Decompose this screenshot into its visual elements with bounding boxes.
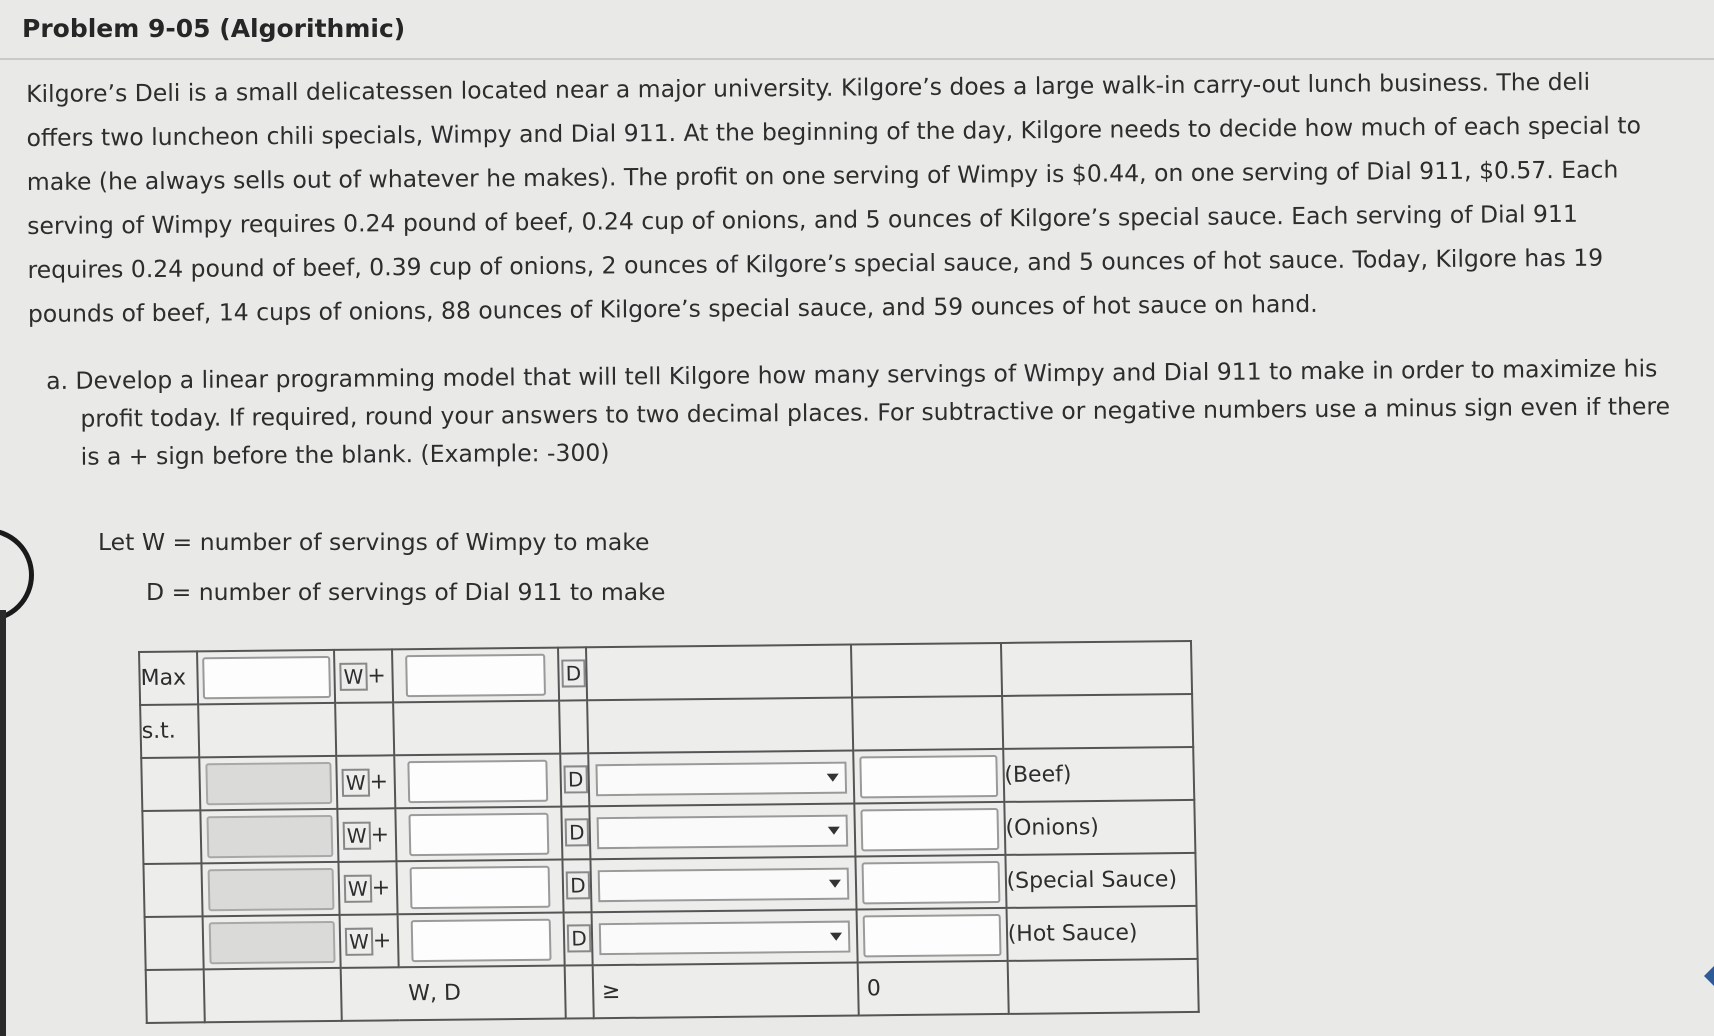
intro-line: Kilgore’s Deli is a small delicatessen located near a major university. Kilgore’s does a large walk-in carry-out lunch business. The deli: [26, 67, 1591, 108]
hot-sauce-w-coefficient-input[interactable]: [208, 920, 335, 963]
chevron-down-icon: [826, 773, 838, 781]
intro-line: offers two luncheon chili specials, Wimpy and Dial 911. At the beginning of the day, Kilgore needs to decide how much of each special to: [26, 111, 1642, 152]
hot-sauce-relation-select[interactable]: [598, 920, 850, 955]
constraint-name-beef: (Beef): [1003, 747, 1194, 802]
beef-d-coefficient-input[interactable]: [408, 759, 549, 802]
lp-model-grid: [138, 640, 1199, 1024]
w-variable-label: W: [341, 768, 369, 796]
problem-description: [26, 59, 1698, 336]
nonnegativity-row: [146, 959, 1199, 1023]
question-a-text: a. Develop a linear programming model that will tell Kilgore how many servings of Wimpy and Dial 911 to make in order to maximize his profit today. If required, round your answers to two decimal places. For subtractive or negative numbers use a minus sign even if there is a + sign before the blank. (Example: -300): [46, 354, 1671, 471]
special-sauce-w-coefficient-input[interactable]: [207, 867, 334, 910]
onions-d-coefficient-input[interactable]: [409, 812, 550, 855]
empty-cell: [1001, 641, 1192, 696]
chevron-down-icon: [829, 879, 841, 887]
onions-rhs-input[interactable]: [860, 808, 999, 851]
st-label: s.t.: [140, 704, 199, 758]
constraint-name-hot-sauce: (Hot Sauce): [1006, 906, 1197, 961]
hot-sauce-rhs-input[interactable]: [862, 913, 1001, 956]
plus-sign: +: [372, 928, 392, 954]
definition-w: Let W = number of servings of Wimpy to make: [98, 528, 650, 556]
special-sauce-d-coefficient-input[interactable]: [410, 865, 551, 908]
empty-cell: [586, 645, 852, 701]
d-variable-label: D: [566, 871, 590, 899]
objective-d-coefficient-input[interactable]: [405, 653, 546, 696]
w-variable-label: W: [345, 927, 373, 955]
special-sauce-rhs-input[interactable]: [861, 860, 1000, 903]
nonneg-sign: ≥: [592, 962, 858, 1018]
w-variable-label: W: [339, 662, 367, 690]
scroll-indicator-icon[interactable]: [1704, 966, 1714, 986]
onions-w-coefficient-input[interactable]: [206, 814, 333, 857]
definition-d: D = number of servings of Dial 911 to make: [146, 578, 666, 606]
d-variable-label: D: [565, 818, 589, 846]
constraint-name-onions: (Onions): [1004, 800, 1195, 855]
plus-sign: +: [370, 822, 390, 848]
nonneg-variables: W, D: [341, 966, 566, 1021]
onions-relation-select[interactable]: [596, 814, 848, 849]
question-a: [46, 349, 1707, 476]
d-variable-label: D: [564, 765, 588, 793]
d-variable-label: D: [561, 659, 585, 687]
plus-sign: +: [367, 663, 387, 689]
constraint-name-special-sauce: (Special Sauce): [1005, 853, 1196, 908]
intro-line: requires 0.24 pound of beef, 0.39 cup of onions, 2 ounces of Kilgore’s special sauce, and 5 ounces of hot sauce. Today, Kilgore has 19: [27, 243, 1604, 284]
intro-line: make (he always sells out of whatever he makes). The profit on one serving of Wimpy is $0.44, on one serving of Dial 911, $0.57. Each: [26, 155, 1619, 196]
w-variable-label: W: [344, 874, 372, 902]
plus-sign: +: [369, 769, 389, 795]
intro-line: pounds of beef, 14 cups of onions, 88 ounces of Kilgore’s special sauce, and 59 ounces of hot sauce on hand.: [27, 289, 1318, 328]
plus-sign: +: [371, 875, 391, 901]
left-edge-bar: [0, 610, 6, 1036]
chevron-down-icon: [830, 932, 842, 940]
special-sauce-relation-select[interactable]: [597, 867, 849, 902]
d-variable-label: D: [567, 924, 591, 952]
side-circle-control[interactable]: [0, 528, 34, 622]
beef-w-coefficient-input[interactable]: [205, 761, 332, 804]
empty-cell: [851, 643, 1002, 698]
beef-relation-select[interactable]: [595, 761, 847, 796]
page-title: Problem 9-05 (Algorithmic): [22, 14, 406, 43]
hot-sauce-d-coefficient-input[interactable]: [411, 918, 552, 961]
max-label: Max: [139, 651, 198, 705]
nonneg-value: 0: [857, 961, 1008, 1016]
header-divider: [0, 58, 1714, 60]
intro-line: serving of Wimpy requires 0.24 pound of beef, 0.24 cup of onions, and 5 ounces of Kilgore’s special sauce. Each serving of Dial 911: [27, 199, 1578, 240]
objective-w-coefficient-input[interactable]: [202, 655, 331, 698]
beef-rhs-input[interactable]: [859, 755, 998, 798]
chevron-down-icon: [827, 826, 839, 834]
w-variable-label: W: [343, 821, 371, 849]
